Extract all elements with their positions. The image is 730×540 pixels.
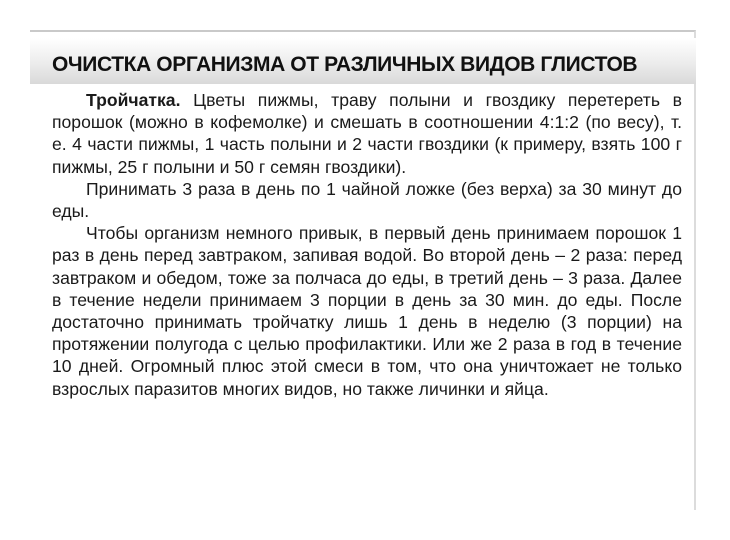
recipe-lead-term: Тройчатка. bbox=[86, 90, 181, 110]
article-body bbox=[52, 89, 682, 400]
paragraph-schedule bbox=[52, 222, 682, 400]
dosage-text: Принимать 3 раза в день по 1 чайной ложке (без верха) за 30 минут до еды. bbox=[52, 178, 682, 222]
recipe-text: Цветы пижмы, траву полыни и гвоздику перетереть в порошок (можно в кофемолке) и смешать в соотношении 4:1:2 (по весу), т. е. 4 части пижмы, 1 часть полыни и 2 части гвоздики (к примеру, взять 100 г пижмы, 25 г полыни и 50 г семян гвоздики). bbox=[52, 90, 682, 177]
article-heading: ОЧИСТКА ОРГАНИЗМА ОТ РАЗЛИЧНЫХ ВИДОВ ГЛИСТОВ bbox=[52, 53, 638, 76]
paragraph-dosage bbox=[52, 178, 682, 222]
paragraph-recipe bbox=[52, 89, 682, 178]
schedule-text: Чтобы организм немного привык, в первый день принимаем порошок 1 раз в день перед завтраком, запивая водой. Во второй день – 2 раза: перед завтраком и обедом, тоже за полчаса до еды, в третий день – 3 раза. Далее в течение недели принимаем 3 порции в день за 30 мин. до еды. После достаточно принимать тройчатку лишь 1 день в неделю (3 порции) на протяжении полугода с целью профилактики. Или же 2 раза в год в течение 10 дней. Огромный плюс этой смеси в том, что она уничтожает не только взрослых паразитов многих видов, но также личинки и яйца. bbox=[52, 223, 682, 399]
